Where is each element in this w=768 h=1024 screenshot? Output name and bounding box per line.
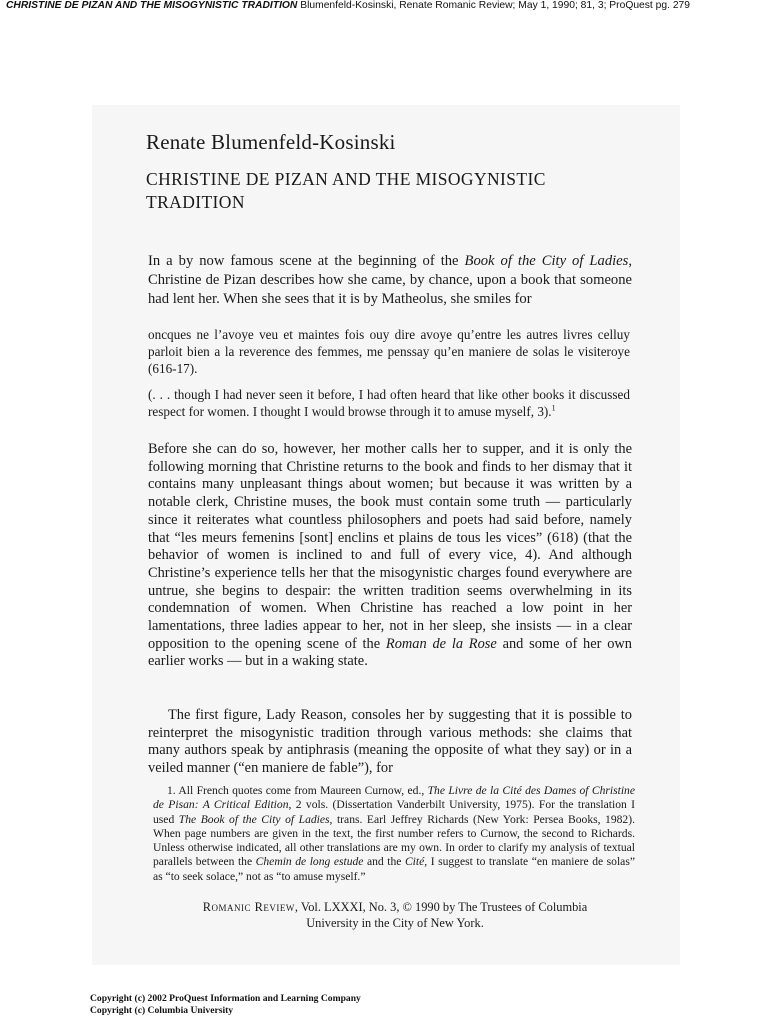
footnote-title-book: The Book of the City of Ladies: [178, 812, 330, 826]
footnote-text-e: , trans. Earl Jeffrey Richards (New York: Persea Books, 1982). When page numbers are given in the text, the first number refers to Curnow, the second to Richards. Unless otherwise indicated, all other translations are my own. In order to clarify my analysis of textual parallels between the: [153, 812, 635, 869]
paragraph-2-text-a: Before she can do so, however, her mother calls her to supper, and it is only the following morning that Christine returns to the book and finds to her dismay that it contains many unpleasant things about women; but because it was written by a notable clerk, Christine muses, the book must contain some truth — particularly since it reiterates what countless philosophers and poets had said before, namely that “les meurs femenins [sont] enclins et plains de tous les vices” (618) (that the behavior of women is inclined to and full of every vice, 4). And although Christine’s experience tells her that the misogynistic charges found everywhere are untrue, she begins to despair: the written tradition seems overwhelming in its condemnation of women. When Christine has reached a low point in her lamentations, three ladies appear to her, not in her sleep, she insists — in a clear opposition to the opening scene of the: [148, 441, 632, 652]
book-title-city-of-ladies: Book of the City of Ladies: [464, 253, 629, 269]
article-title-line-1: CHRISTINE DE PIZAN AND THE MISOGYNISTIC: [146, 169, 546, 189]
english-quote: [148, 386, 630, 420]
imprint-line-1: [150, 900, 640, 916]
article-title: [146, 168, 626, 214]
footnote-marker: 1: [551, 403, 556, 413]
imprint-line-2: University in the City of New York.: [306, 915, 484, 930]
footnote-text-i: , I suggest to translate “en maniere de solas” as “to seek solace,” not as “to amuse myself.”: [153, 855, 635, 883]
footnote-title-cite: Cité: [404, 855, 425, 869]
citation-header: [6, 0, 766, 14]
book-title-roman-de-la-rose: Roman de la Rose: [385, 635, 497, 652]
author-name: Renate Blumenfeld-Kosinski: [146, 130, 396, 154]
footnote-1: [153, 784, 635, 884]
footnote-text-c: , 2 vols. (Dissertation Vanderbilt University, 1975). For the translation I used: [153, 798, 636, 826]
paragraph-1-text-c: , Christine de Pizan describes how she came, by chance, upon a book that someone had lent her. When she sees that it is by Matheolus, she smiles for: [148, 253, 632, 307]
paragraph-2-text-c: and some of her own earlier works — but in a waking state.: [148, 635, 632, 670]
footnote-text-a: 1. All French quotes come from Maureen Curnow, ed.,: [167, 784, 428, 797]
imprint-details: , Vol. LXXXI, No. 3, © 1990 by The Trustees of Columbia: [294, 900, 588, 914]
copyright-notice: [90, 993, 361, 1016]
header-article-title: CHRISTINE DE PIZAN AND THE MISOGYNISTIC TRADITION: [6, 0, 298, 11]
english-quote-text: (. . . though I had never seen it before, I had often heard that like other books it discussed respect for women. I thought I would browse through it to amuse myself, 3).: [148, 387, 630, 419]
journal-name: Romanic Review: [202, 900, 295, 914]
footnote-text-g: and the: [363, 855, 405, 869]
paragraph-3: The first figure, Lady Reason, consoles her by suggesting that it is possible to reinterpret the misogynistic tradition through various methods: she claims that many authors speak by antiphrasis (meaning the opposite of what they say) or in a veiled manner (“en maniere de fable”), for: [148, 707, 632, 777]
footnote-title-livre: The Livre de la Cité des Dames of Christine de Pisan: A Critical Edition: [153, 784, 635, 812]
copyright-line-1: Copyright (c) 2002 ProQuest Information and Learning Company: [90, 993, 361, 1004]
header-citation: Blumenfeld-Kosinski, Renate Romanic Review; May 1, 1990; 81, 3; ProQuest pg. 279: [297, 0, 691, 11]
paragraph-2: [148, 441, 632, 671]
paragraph-1: [148, 252, 632, 309]
article-title-line-2: TRADITION: [146, 192, 245, 212]
paragraph-1-text-a: In a by now famous scene at the beginning of the: [148, 253, 465, 269]
copyright-line-2: Copyright (c) Columbia University: [90, 1004, 234, 1016]
french-quote: oncques ne l’avoye veu et maintes fois ouy dire avoye qu’entre les autres livres celluy parloit bien a la reverence des femmes, me penssay qu’en maniere de solas le visiteroye (616-17).: [148, 327, 630, 376]
footnote-title-chemin: Chemin de long estude: [255, 855, 364, 869]
journal-imprint: [150, 900, 640, 931]
